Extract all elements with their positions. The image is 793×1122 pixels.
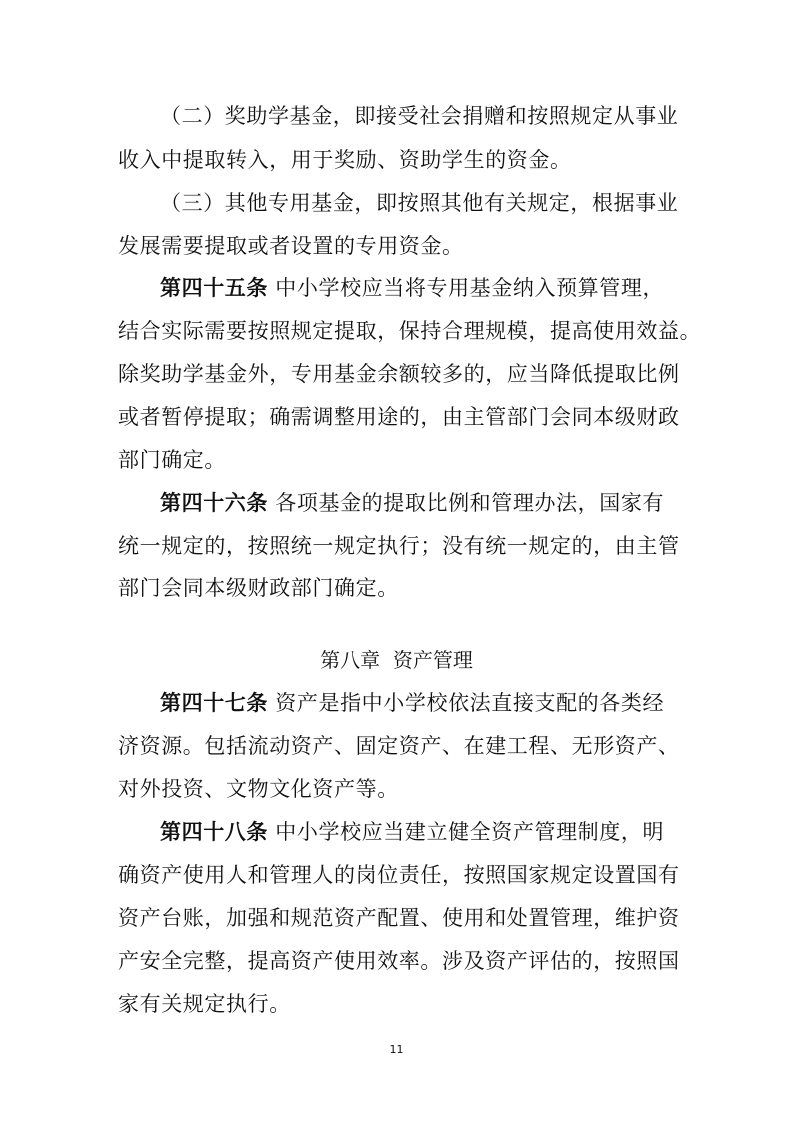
paragraph-line: 部门会同本级财政部门确定。 bbox=[118, 576, 399, 600]
paragraph-line: 收入中提取转入，用于奖励、资助学生的资金。 bbox=[118, 148, 572, 172]
paragraph-line: 对外投资、文物文化资产等。 bbox=[118, 777, 399, 801]
paragraph-line: （二）奖助学基金，即接受社会捐赠和按照规定从事业 bbox=[160, 104, 679, 128]
chapter-heading: 第八章 资产管理 bbox=[320, 648, 473, 672]
article-46-first-line bbox=[160, 488, 664, 518]
paragraph-line: 发展需要提取或者设置的专用资金。 bbox=[118, 234, 464, 258]
paragraph-text: 资产是指中小学校依法直接支配的各类经 bbox=[275, 691, 665, 715]
paragraph-line: 部门确定。 bbox=[118, 448, 226, 472]
paragraph-line: 或者暂停提取；确需调整用途的，由主管部门会同本级财政 bbox=[118, 405, 680, 429]
article-47-first-line bbox=[160, 688, 664, 718]
paragraph-line: 家有关规定执行。 bbox=[118, 992, 291, 1016]
paragraph-line: 资产台账，加强和规范资产配置、使用和处置管理，维护资 bbox=[118, 906, 680, 930]
article-number: 第四十七条 bbox=[160, 690, 268, 715]
article-number: 第四十五条 bbox=[160, 275, 268, 300]
article-number: 第四十八条 bbox=[160, 819, 268, 844]
paragraph-text: 各项基金的提取比例和管理办法，国家有 bbox=[275, 491, 665, 515]
paragraph-text: 中小学校应当建立健全资产管理制度，明 bbox=[275, 820, 665, 844]
paragraph-line: （三）其他专用基金，即按照其他有关规定，根据事业 bbox=[160, 191, 679, 215]
article-48-first-line bbox=[160, 817, 664, 847]
paragraph-text: 中小学校应当将专用基金纳入预算管理， bbox=[275, 276, 665, 300]
paragraph-line: 结合实际需要按照规定提取，保持合理规模，提高使用效益。 bbox=[118, 319, 702, 343]
paragraph-line: 除奖助学基金外，专用基金余额较多的，应当降低提取比例 bbox=[118, 362, 680, 386]
paragraph-line: 济资源。包括流动资产、固定资产、在建工程、无形资产、 bbox=[118, 734, 680, 758]
article-45-first-line bbox=[160, 273, 664, 303]
paragraph-line: 统一规定的，按照统一规定执行；没有统一规定的，由主管 bbox=[118, 534, 680, 558]
article-number: 第四十六条 bbox=[160, 490, 268, 515]
page-number: 11 bbox=[389, 1043, 404, 1056]
paragraph-line: 产安全完整，提高资产使用效率。涉及资产评估的，按照国 bbox=[118, 949, 680, 973]
paragraph-line: 确资产使用人和管理人的岗位责任，按照国家规定设置国有 bbox=[118, 863, 680, 887]
